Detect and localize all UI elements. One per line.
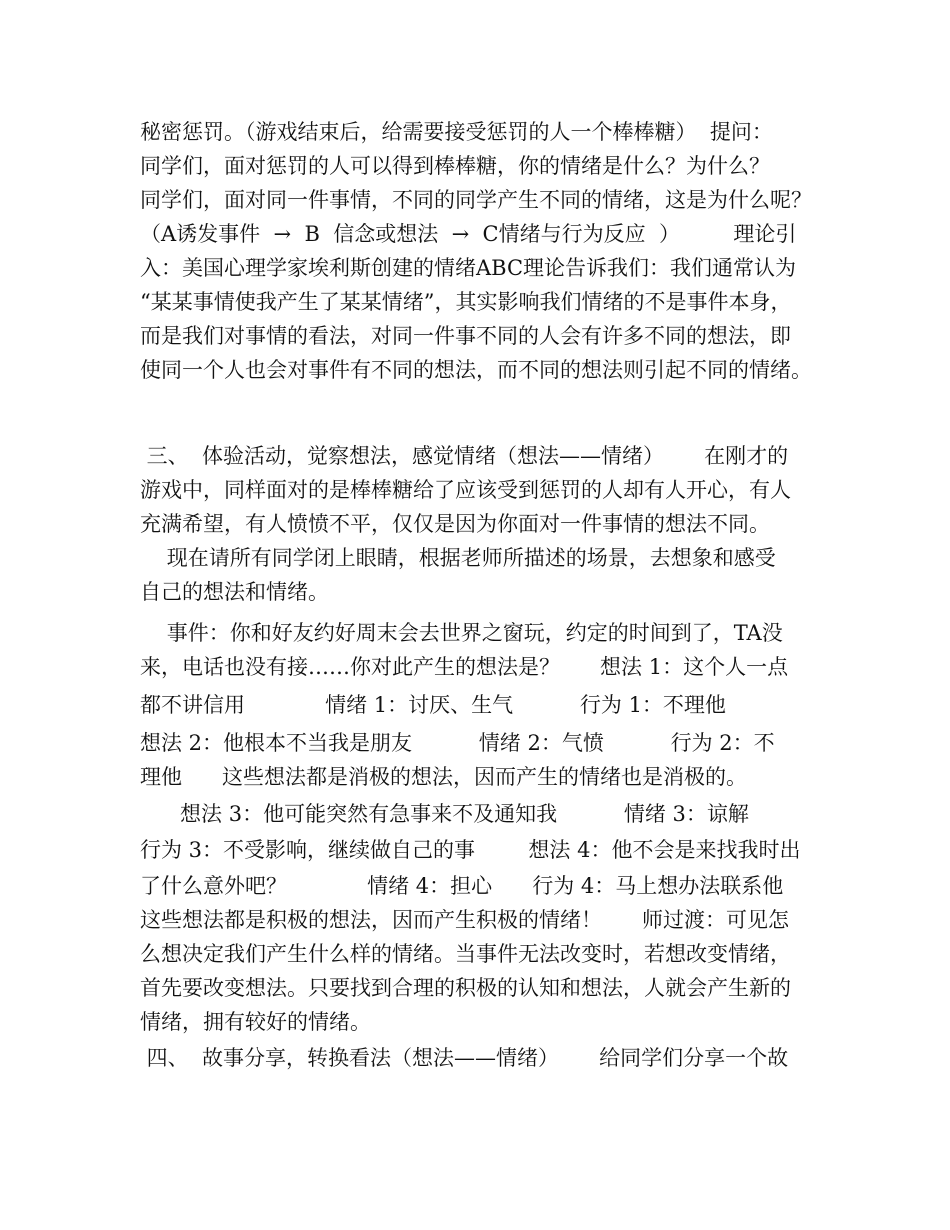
text-line: 入：美国心理学家埃利斯创建的情绪ABC理论告诉我们：我们通常认为 bbox=[140, 256, 797, 280]
text-line: 充满希望，有人愤愤不平，仅仅是因为你面对一件事情的想法不同。 bbox=[140, 512, 770, 536]
section-heading-line: 四、 故事分享，转换看法（想法——情绪） 给同学们分享一个故 bbox=[140, 1046, 789, 1070]
text-line: 同学们，面对同一件事情，不同的同学产生不同的情绪，这是为什么呢？ bbox=[140, 188, 812, 212]
text-line: 想法 2：他根本不当我是朋友 情绪 2：气愤 行为 2：不 bbox=[140, 731, 775, 755]
text-line: 现在请所有同学闭上眼睛，根据老师所描述的场景，去想象和感受 bbox=[140, 546, 776, 570]
text-line: 都不讲信用 情绪 1：讨厌、生气 行为 1：不理他 bbox=[140, 693, 726, 717]
text-line: 了什么意外吧？ 情绪 4：担心 行为 4：马上想办法联系他 bbox=[140, 874, 784, 898]
text-line: 事件：你和好友约好周末会去世界之窗玩，约定的时间到了，TA没 bbox=[140, 621, 783, 645]
text-line: 来，电话也没有接……你对此产生的想法是？ 想法 1：这个人一点 bbox=[140, 655, 789, 679]
text-line: “某某事情使我产生了某某情绪”，其实影响我们情绪的不是事件本身， bbox=[140, 290, 792, 314]
text-line: 想法 3：他可能突然有急事来不及通知我 情绪 3：谅解 bbox=[140, 802, 749, 826]
text-line: 首先要改变想法。只要找到合理的积极的认知和想法，人就会产生新的 bbox=[140, 976, 791, 1000]
text-line: （A诱发事件 → B 信念或想法 → C情绪与行为反应 ） 理论引 bbox=[140, 222, 797, 246]
section-heading-line: 三、 体验活动，觉察想法，感觉情绪（想法——情绪） 在刚才的 bbox=[140, 444, 789, 468]
text-line: 理他 这些想法都是消极的想法，因而产生的情绪也是消极的。 bbox=[140, 765, 748, 789]
text-line: 同学们，面对惩罚的人可以得到棒棒糖，你的情绪是什么？为什么？ bbox=[140, 154, 770, 178]
text-line: 秘密惩罚。（游戏结束后，给需要接受惩罚的人一个棒棒糖） 提问： bbox=[140, 120, 773, 144]
text-line: 行为 3：不受影响，继续做自己的事 想法 4：他不会是来找我时出 bbox=[140, 838, 801, 862]
text-line: 么想决定我们产生什么样的情绪。当事件无法改变时，若想改变情绪， bbox=[140, 942, 791, 966]
text-line: 游戏中，同样面对的是棒棒糖给了应该受到惩罚的人却有人开心，有人 bbox=[140, 478, 791, 502]
text-line: 使同一个人也会对事件有不同的想法，而不同的想法则引起不同的情绪。 bbox=[140, 358, 812, 382]
text-line: 情绪，拥有较好的情绪。 bbox=[140, 1010, 371, 1034]
text-line: 自己的想法和情绪。 bbox=[140, 580, 329, 604]
text-line: 而是我们对事情的看法，对同一件事不同的人会有许多不同的想法，即 bbox=[140, 324, 791, 348]
text-line: 这些想法都是积极的想法，因而产生积极的情绪！ 师过渡：可见怎 bbox=[140, 908, 790, 932]
